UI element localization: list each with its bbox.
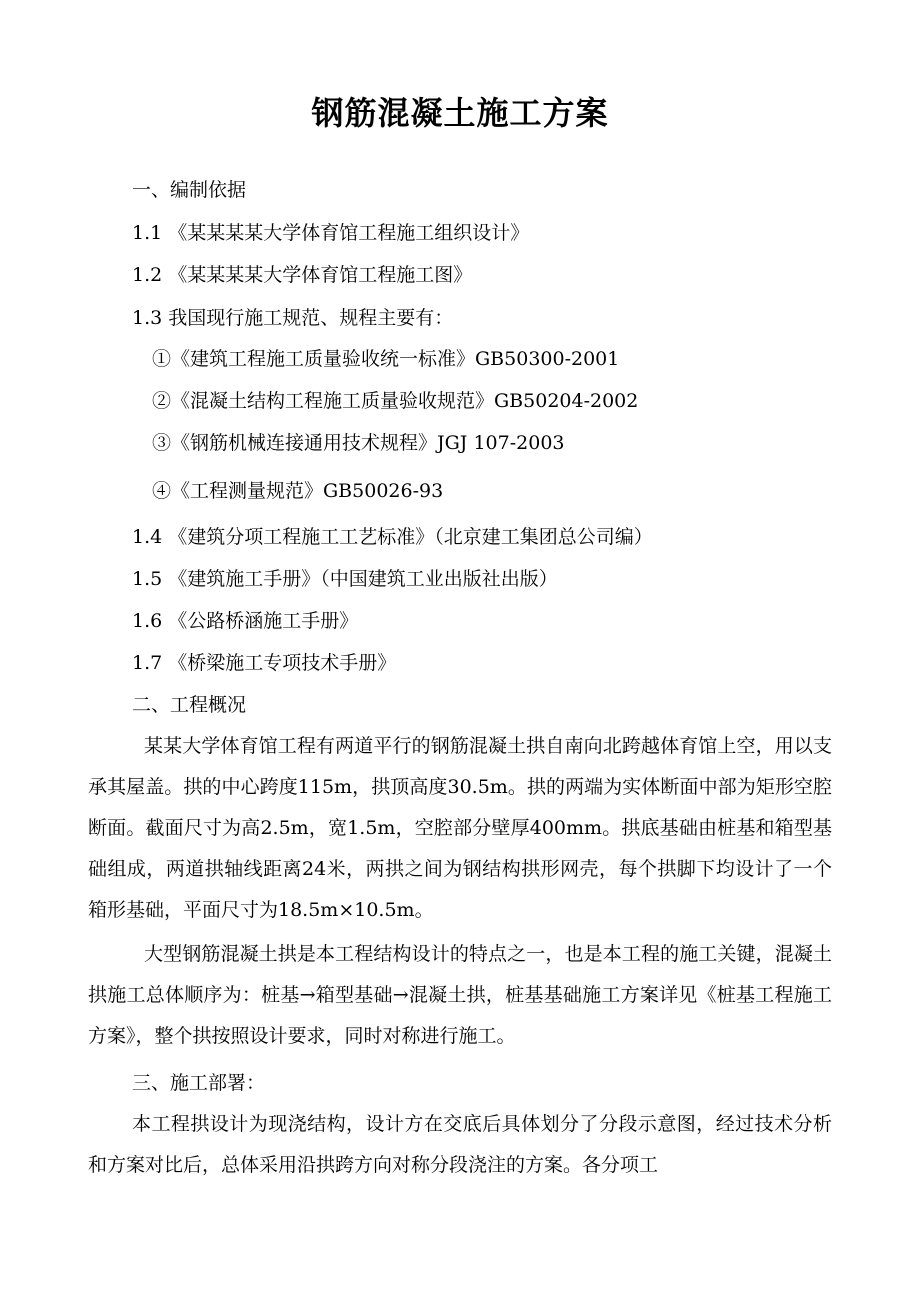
overview-paragraph-2-text: 大型钢筋混凝土拱是本工程结构设计的特点之一，也是本工程的施工关键，混凝土拱施工总体顺序为：桩基→箱型基础→混凝土拱，桩基基础施工方案详见《桩基工程施工方案》，整个拱按照设计要求，同时对称进行施工。 (88, 943, 832, 1047)
overview-paragraph-2 (88, 934, 832, 1057)
ref-item-1-5: 1.5 《建筑施工手册》（中国建筑工业出版社出版） (132, 568, 558, 590)
ref-item-1-4: 1.4 《建筑分项工程施工工艺标准》（北京建工集团总公司编） (132, 526, 653, 548)
section-heading-basis: 一、编制依据 (132, 179, 247, 201)
standard-item-3: ③《钢筋机械连接通用技术规程》JGJ 107-2003 (152, 432, 565, 454)
ref-item-1-6: 1.6 《公路桥涵施工手册》 (132, 610, 359, 632)
standard-item-4: ④《工程测量规范》GB50026-93 (152, 480, 444, 502)
document-title: 钢筋混凝土施工方案 (311, 94, 609, 132)
basis-item-1-1: 1.1 《某某某某大学体育馆工程施工组织设计》 (132, 222, 530, 244)
section-heading-overview: 二、工程概况 (132, 694, 247, 716)
deployment-paragraph-1-text: 本工程拱设计为现浇结构，设计方在交底后具体划分了分段示意图，经过技术分析和方案对比后，总体采用沿拱跨方向对称分段浇注的方案。各分项工 (88, 1113, 832, 1176)
ref-item-1-7: 1.7 《桥梁施工专项技术手册》 (132, 652, 397, 674)
standard-item-1: ①《建筑工程施工质量验收统一标准》GB50300-2001 (152, 348, 620, 370)
basis-item-1-2: 1.2 《某某某某大学体育馆工程施工图》 (132, 264, 473, 286)
deployment-paragraph-1 (88, 1104, 832, 1186)
standard-item-2: ②《混凝土结构工程施工质量验收规范》GB50204-2002 (152, 390, 639, 412)
section-heading-deployment: 三、施工部署： (132, 1072, 266, 1094)
overview-paragraph-1-text: 某某大学体育馆工程有两道平行的钢筋混凝土拱自南向北跨越体育馆上空，用以支承其屋盖。拱的中心跨度115m，拱顶高度30.5m。拱的两端为实体断面中部为矩形空腔断面。截面尺寸为高2.5m，宽1.5m，空腔部分壁厚400mm。拱底基础由桩基和箱型基础组成，两道拱轴线距离24米，两拱之间为钢结构拱形网壳，每个拱脚下均设计了一个箱形基础，平面尺寸为18.5m×10.5m。 (88, 735, 832, 921)
basis-item-1-3: 1.3 我国现行施工规范、规程主要有： (132, 307, 454, 329)
overview-paragraph-1 (88, 726, 832, 931)
